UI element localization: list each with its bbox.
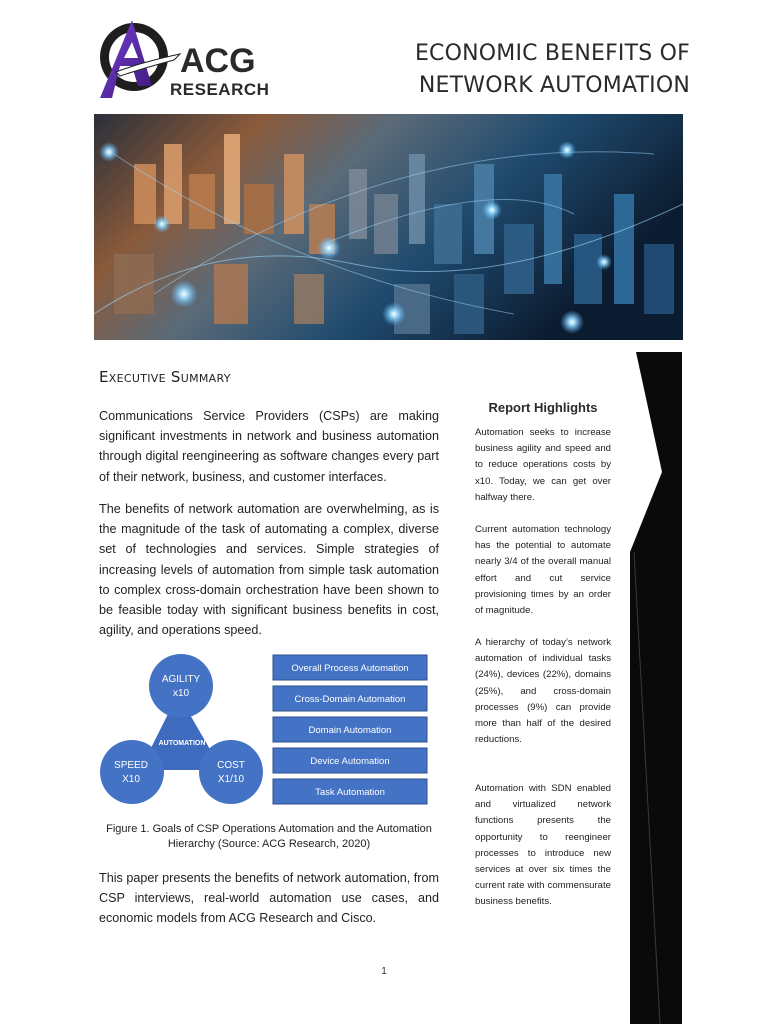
speed-circle <box>100 740 164 804</box>
highlight-item-4: Automation with SDN enabled and virtualized network functions presents the opportunity to reengineer processes to introduce new services at over six times the current rate with commensurate business benefits. <box>475 783 611 908</box>
automation-goals-diagram <box>96 652 436 812</box>
summary-paragraph-3: This paper presents the benefits of network automation, from CSP interviews, real-world automation use cases, and economic models from ACG Research and Cisco. <box>99 871 439 926</box>
hierarchy-label-3: Domain Automation <box>308 725 392 736</box>
summary-paragraph-2: The benefits of network automation are overwhelming, as is the magnitude of the task of automating a complex, diverse set of technologies and services. Simple strategies of increasing levels of automation from simple task automation to complex cross-domain orchestration have been shown to be feasible today with significant business benefits in cost, agility, and operations speed. <box>99 502 439 638</box>
report-highlights-heading: Report Highlights <box>488 400 598 415</box>
automation-center-label: AUTOMATION <box>158 740 206 747</box>
hierarchy-label-4: Device Automation <box>310 756 390 767</box>
speed-value: X10 <box>122 774 140 785</box>
cost-value: X1/10 <box>217 774 245 785</box>
speed-label: SPEED <box>114 760 148 771</box>
hero-city-image <box>94 114 683 340</box>
logo-sub: RESEARCH <box>170 80 270 99</box>
title-line-1: ECONOMIC BENEFITS OF <box>414 41 690 66</box>
agility-circle <box>149 654 213 718</box>
cost-circle <box>199 740 263 804</box>
highlight-item-2: Current automation technology has the potential to automate nearly 3/4 of the overall manual effort and cut service provisioning times by an order of magnitude. <box>475 524 611 617</box>
document-title <box>400 38 690 102</box>
goals-triangle <box>100 654 263 804</box>
cost-label: COST <box>217 760 245 771</box>
decorative-side-bar <box>630 352 682 1024</box>
page-number: 1 <box>381 966 387 977</box>
title-line-2: NETWORK AUTOMATION <box>418 73 690 98</box>
hierarchy-label-5: Task Automation <box>315 787 385 798</box>
logo-brand: ACG <box>180 42 256 80</box>
agility-value: x10 <box>172 688 190 699</box>
acg-research-logo <box>94 14 278 104</box>
highlight-item-3: A hierarchy of today’s network automation of individual tasks (24%), devices (22%), domains (25%), and cross-domain processes (9%) can provide more than half of the desired reductions. <box>475 637 611 746</box>
figure-caption: Figure 1. Goals of CSP Operations Automation and the Automation Hierarchy (Source: ACG Research, 2020) <box>106 823 432 850</box>
hierarchy-label-2: Cross-Domain Automation <box>294 694 406 705</box>
highlight-item-1: Automation seeks to increase business agility and speed and to reduce operations costs by x10. Today, we can get over halfway there. <box>475 427 611 503</box>
agility-label: AGILITY <box>161 674 201 685</box>
summary-paragraph-1: Communications Service Providers (CSPs) are making significant investments in network and business automation through digital reengineering as software changes every part of their network, business, and customer interfaces. <box>99 409 439 484</box>
executive-summary-heading: Executive Summary <box>99 368 231 386</box>
automation-hierarchy <box>273 655 427 804</box>
hierarchy-label-1: Overall Process Automation <box>291 663 409 674</box>
